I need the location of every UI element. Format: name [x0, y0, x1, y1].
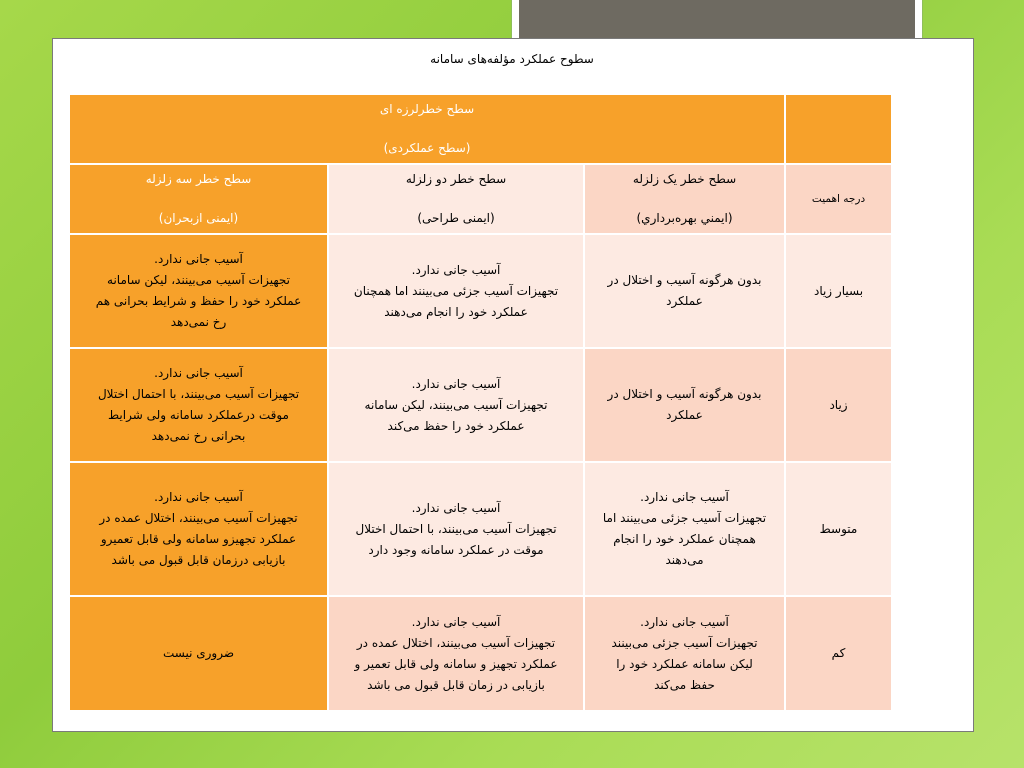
page-title: سطوح عملکرد مؤلفه‌های سامانه: [430, 52, 594, 66]
importance-cell: [785, 348, 892, 462]
importance-label: کم: [831, 646, 846, 660]
level1-cell: [584, 234, 785, 348]
table-row: [69, 348, 892, 462]
level1-header-cell: [584, 164, 785, 234]
level2-header-title: سطح خطر دو زلزله: [405, 172, 507, 186]
level1-header-title: سطح خطر یک زلزله: [632, 172, 737, 186]
level2-cell: [328, 596, 584, 711]
level1-text: آسیب جانی ندارد. تجهیزات آسیب جزئی می‌بینند اما همچنان عملکرد خود را انجام می‌دهند: [602, 490, 767, 567]
seismic-hazard-header-cell: [69, 94, 785, 164]
level3-text: آسیب جانی ندارد. تجهیزات آسیب می‌بینند، لیکن سامانه عملکرد خود را حفظ و شرایط بحرانی هم رخ نمی‌دهد: [95, 252, 302, 329]
seismic-hazard-title: سطح خطرلرزه ای: [379, 102, 475, 116]
level2-cell: [328, 234, 584, 348]
level1-text: آسیب جانی ندارد. تجهیزات آسیب جزئی می‌بینند لیکن سامانه عملکرد خود را حفظ می‌کند: [611, 614, 758, 692]
importance-label: بسیار زیاد: [813, 283, 864, 298]
level1-header-subtitle: (ايمني بهره‌برداري): [636, 211, 733, 225]
importance-cell: [785, 462, 892, 596]
importance-cell: [785, 234, 892, 348]
level3-text: آسیب جانی ندارد. تجهیزات آسیب می‌بینند، با احتمال اختلال موقت درعملکرد سامانه ولی شرایط بحرانی رخ نمی‌دهد: [97, 366, 300, 443]
importance-cell: [785, 596, 892, 711]
seismic-hazard-subtitle: (سطح عملکردی): [383, 141, 471, 155]
level2-cell: [328, 462, 584, 596]
level2-header-cell: [328, 164, 584, 234]
importance-header-cell: [785, 164, 892, 234]
table-row: [69, 234, 892, 348]
performance-levels-table: [68, 93, 893, 712]
level1-cell: [584, 348, 785, 462]
level3-cell: [69, 462, 328, 596]
importance-label: زیاد: [829, 397, 848, 412]
importance-label: متوسط: [819, 521, 858, 536]
level2-header-subtitle: (ایمنی طراحی): [417, 211, 495, 225]
table-header-row-levels: [69, 164, 892, 234]
importance-header-label: درجه اهمیت: [811, 192, 866, 205]
level1-text: بدون هرگونه آسیب و اختلال در عملکرد: [607, 273, 762, 308]
level3-cell: [69, 596, 328, 711]
level2-text: آسیب جانی ندارد. تجهیزات آسیب می‌بینند، با احتمال اختلال موقت در عملکرد سامانه وجود دارد: [355, 500, 557, 557]
level2-text: آسیب جانی ندارد. تجهیزات آسیب می‌بینند، لیکن سامانه عملکرد خود را حفظ می‌کند: [364, 376, 548, 433]
table-header-row-top: [69, 94, 892, 164]
level1-cell: [584, 462, 785, 596]
level3-text: آسیب جانی ندارد. تجهیزات آسیب می‌بینند، اختلال عمده در عملکرد تجهیزو سامانه ولی قابل تعمیرو بازیابی درزمان قابل قبول می باشد: [99, 490, 298, 567]
level3-cell: [69, 234, 328, 348]
header-corner-cell: [785, 94, 892, 164]
level3-text: ضروری نیست: [162, 646, 235, 660]
level1-cell: [584, 596, 785, 711]
table-row: [69, 596, 892, 711]
level2-text: آسیب جانی ندارد. تجهیزات آسیب می‌بینند، اختلال عمده در عملکرد تجهیز و سامانه ولی قابل تعمیر و بازیابی در زمان قابل قبول می باشد: [354, 614, 558, 692]
level2-cell: [328, 348, 584, 462]
level3-header-subtitle: (ایمنی ازبحران): [158, 211, 239, 225]
table-row: [69, 462, 892, 596]
level2-text: آسیب جانی ندارد. تجهیزات آسیب جزئی می‌بینند اما همچنان عملکرد خود را انجام می‌دهند: [353, 262, 559, 319]
level3-header-cell: [69, 164, 328, 234]
level3-cell: [69, 348, 328, 462]
level3-header-title: سطح خطر سه زلزله: [145, 172, 252, 186]
level1-text: بدون هرگونه آسیب و اختلال در عملکرد: [607, 387, 762, 422]
